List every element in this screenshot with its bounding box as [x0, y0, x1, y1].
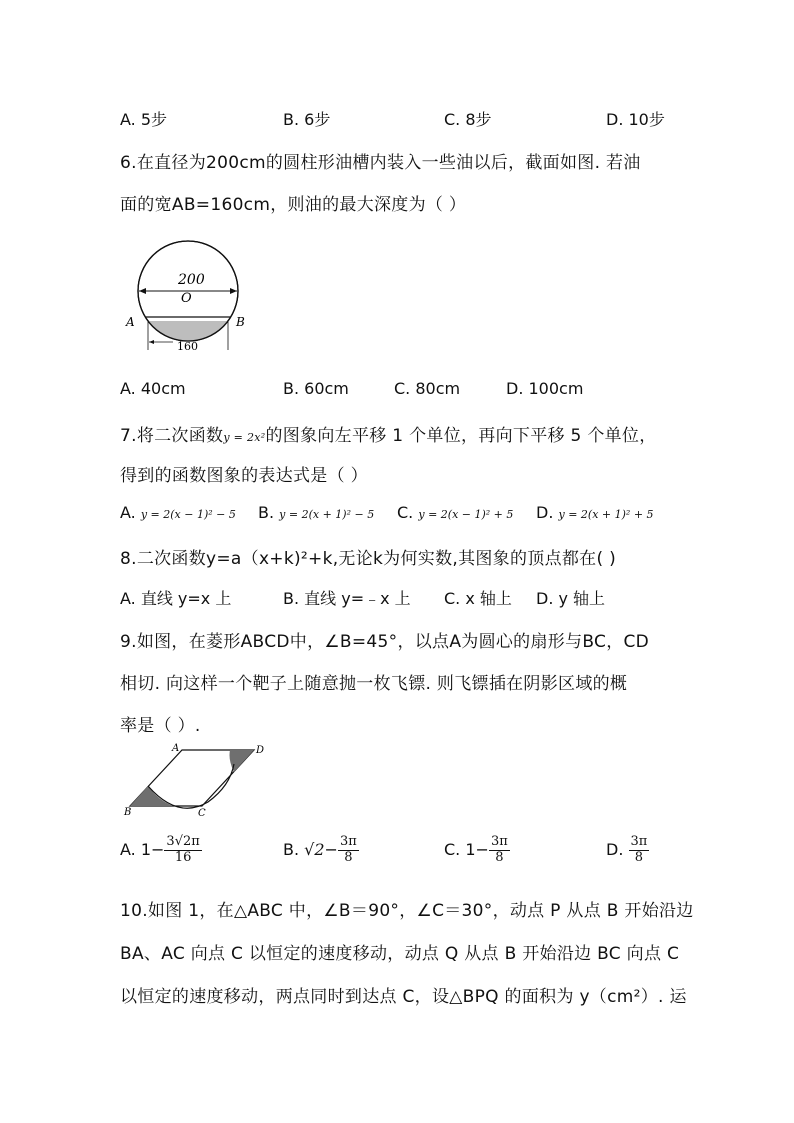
q9-stem-line1: 9.如图，在菱形ABCD中，∠B=45°，以点A为圆心的扇形与BC，CD	[120, 632, 650, 652]
center-label: O	[181, 291, 192, 306]
q7-function: y = 2x²	[223, 431, 266, 444]
point-c: C	[198, 808, 206, 819]
point-b-label: B	[236, 315, 245, 329]
q6-stem-line2: 面的宽AB=160cm，则油的最大深度为（ ）	[120, 195, 467, 215]
q7-prefix: 7.将二次函数	[120, 426, 224, 446]
q7-option-b: B. y = 2(x + 1)² − 5	[258, 503, 375, 522]
q9-option-a: A. 1− $\frac{3√2\pi}{16}$	[120, 834, 200, 865]
q8-option-a: A. 直线 y=x 上	[120, 589, 232, 608]
q9-option-b: B. √2− $\frac{3\pi}{8}$	[283, 834, 357, 865]
q7-stem-line2: 得到的函数图象的表达式是（ ）	[120, 466, 368, 486]
q9-option-c: C. 1− $\frac{3\pi}{8}$	[444, 834, 508, 865]
q8-option-c: C. x 轴上	[444, 589, 512, 608]
q7-option-c: C. y = 2(x − 1)² + 5	[397, 503, 514, 522]
q6-option-a: A. 40cm	[120, 379, 186, 398]
q6-circle-figure	[118, 238, 258, 358]
point-d: D	[256, 745, 265, 756]
q10-stem-line1: 10.如图 1，在△ABC 中，∠B＝90°，∠C＝30°，动点 P 从点 B 开始沿边	[120, 901, 694, 921]
chord-length-label: 160	[177, 340, 198, 353]
q5-option-a: A. 5步	[120, 110, 168, 129]
q5-option-c: C. 8步	[444, 110, 492, 129]
q6-option-d: D. 100cm	[506, 379, 584, 398]
point-a-label: A	[126, 315, 135, 329]
q6-stem-line1: 6.在直径为200cm的圆柱形油槽内装入一些油以后，截面如图. 若油	[120, 153, 641, 173]
q5-option-d: D. 10步	[606, 110, 665, 129]
q7-option-d: D. y = 2(x + 1)² + 5	[536, 503, 654, 522]
q9-option-d: D. $\frac{3\pi}{8}$	[606, 834, 648, 865]
q5-option-b: B. 6步	[283, 110, 331, 129]
q6-option-b: B. 60cm	[283, 379, 349, 398]
q7-stem-line1	[120, 421, 657, 446]
diameter-label: 200	[178, 272, 205, 288]
q9-stem-line2: 相切. 向这样一个靶子上随意抛一枚飞镖. 则飞镖插在阴影区域的概	[120, 674, 628, 694]
q7-suffix: 的图象向左平移 1 个单位，再向下平移 5 个单位，	[265, 426, 657, 446]
q7-option-a: A. y = 2(x − 1)² − 5	[120, 503, 236, 522]
point-a: A	[172, 743, 180, 754]
q8-stem: 8.二次函数y=a（x+k)²+k,无论k为何实数,其图象的顶点都在( )	[120, 549, 617, 569]
q8-option-d: D. y 轴上	[536, 589, 606, 608]
point-b: B	[124, 807, 132, 818]
q10-stem-line3: 以恒定的速度移动，两点同时到达点 C，设△BPQ 的面积为 y（cm²）. 运	[120, 987, 687, 1007]
q9-rhombus-figure	[118, 740, 278, 820]
q6-option-c: C. 80cm	[394, 379, 461, 398]
q9-stem-line3: 率是（ ）.	[120, 716, 201, 736]
q10-stem-line2: BA、AC 向点 C 以恒定的速度移动，动点 Q 从点 B 开始沿边 BC 向点 C	[120, 944, 680, 964]
q8-option-b: B. 直线 y=﹣x 上	[283, 589, 411, 608]
